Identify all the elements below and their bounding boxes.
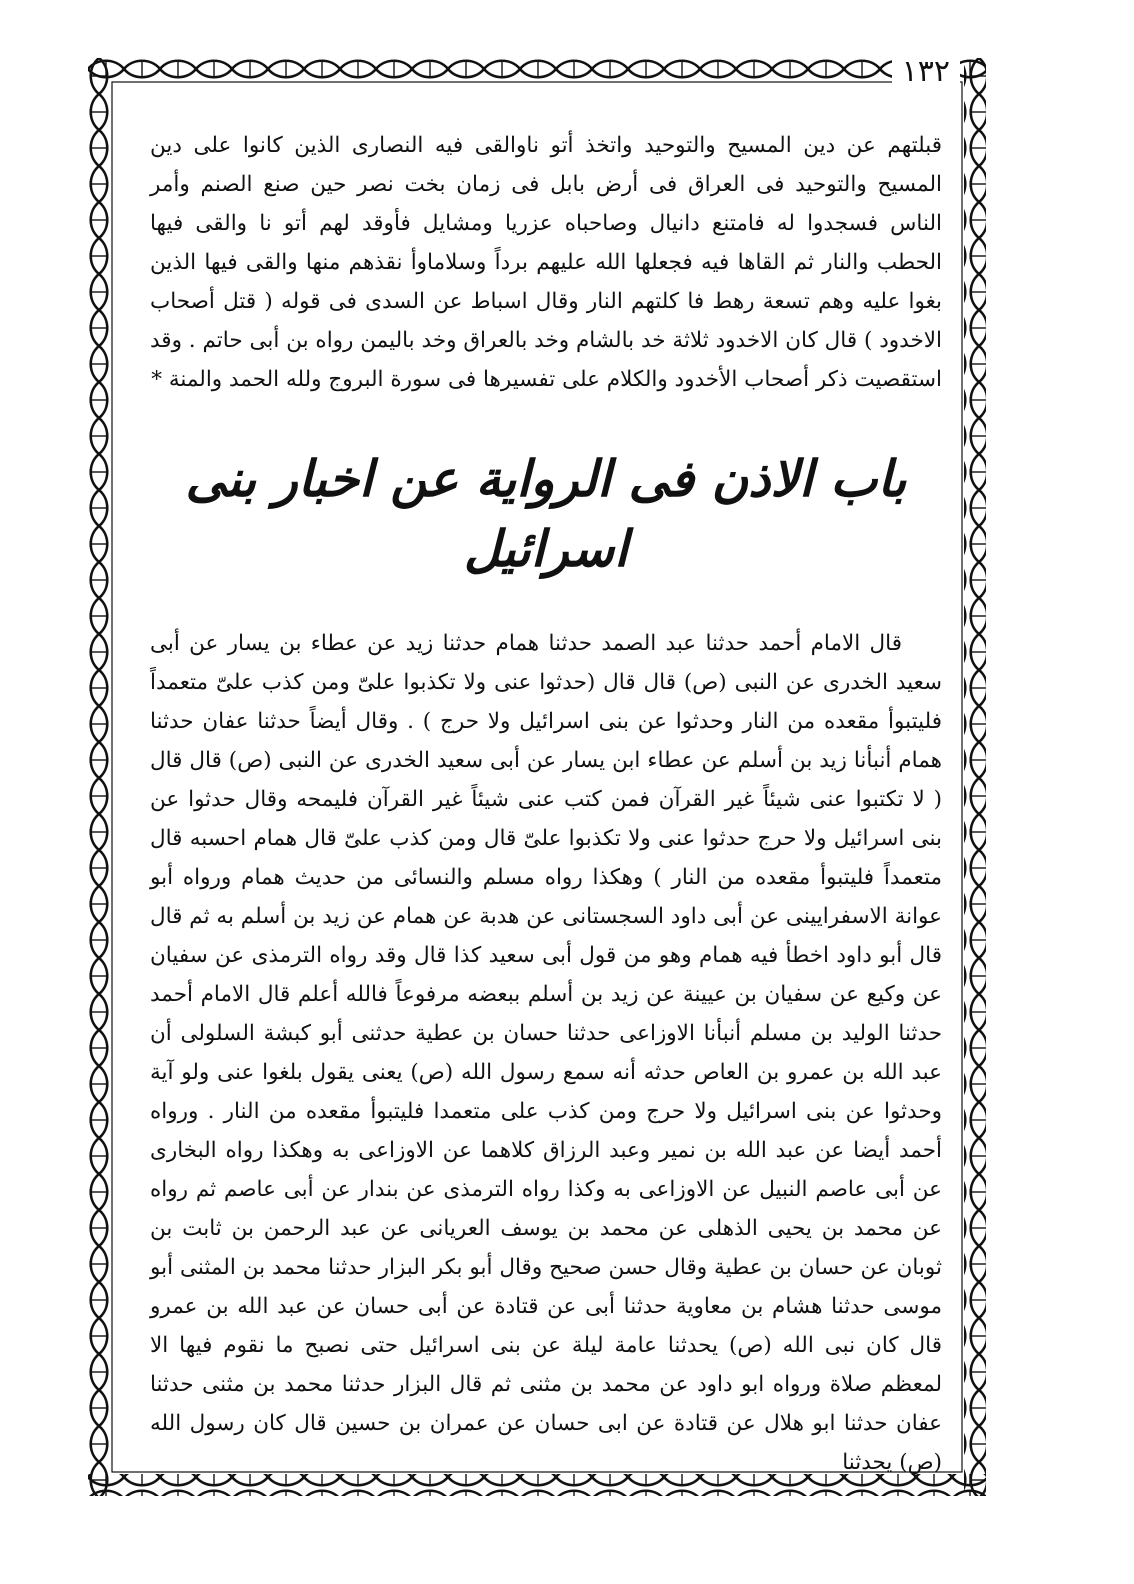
section-heading: باب الاذن فى الرواية عن اخبار بنى اسرائيل [185,449,907,578]
page-number: ١٣٢ [892,56,960,88]
paragraph-2: قال الامام أحمد حدثنا عبد الصمد حدثنا همام حدثنا زيد عن عطاء بن يسار عن أبى سعيد الخدرى عن النبى (ص) قال قال (حدثوا عنى ولا تكذبوا علىّ ومن كذب علىّ متعمداً فليتبوأ مقعده من النار وحدثوا عن بنى اسرائيل ولا حرج ) . وقال أيضاً حدثنا عفان حدثنا همام أنبأنا زيد بن أسلم عن عطاء ابن يسار عن أبى سعيد الخدرى عن النبى (ص) قال قال ( لا تكتبوا عنى شيئاً غير القرآن فمن كتب عنى شيئاً غير القرآن فليمحه وقال حدثوا عن بنى اسرائيل ولا حرج حدثوا عنى ولا تكذبوا علىّ قال ومن كذب علىّ قال همام احسبه قال متعمداً فليتبوأ مقعده من النار ) وهكذا رواه مسلم والنسائى من حديث همام ورواه أبو عوانة الاسفرايينى عن أبى داود السجستانى عن هدبة عن همام عن زيد بن أسلم به ثم قال قال أبو داود اخطأ فيه همام وهو من قول أبى سعيد كذا قال وقد رواه الترمذى عن سفيان عن وكيع عن سفيان بن عيينة عن زيد بن أسلم ببعضه مرفوعاً فالله أعلم قال الامام أحمد حدثنا الوليد بن مسلم أنبأنا الاوزاعى حدثنا حسان بن عطية حدثنى أبو كبشة السلولى أن عبد الله بن عمرو بن العاص حدثه أنه سمع رسول الله (ص) يعنى يقول بلغوا عنى ولو آية وحدثوا عن بنى اسرائيل ولا حرج ومن كذب على متعمدا فليتبوأ مقعده من النار . ورواه أحمد أيضا عن عبد الله بن نمير وعبد الرزاق كلاهما عن الاوزاعى به وهكذا رواه البخارى عن أبى عاصم النبيل عن الاوزاعى به وكذا رواه الترمذى عن بندار عن أبى عاصم ثم رواه عن محمد بن يحيى الذهلى عن محمد بن يوسف العريانى عن عبد الرحمن بن ثابت بن ثوبان عن حسان بن عطية وقال حسن صحيح وقال أبو بكر البزار حدثنا محمد بن المثنى أبو موسى حدثنا هشام بن معاوية حدثنا أبى عن قتادة عن أبى حسان عن عبد الله بن عمرو قال كان نبى الله (ص) يحدثنا عامة ليلة عن بنى اسرائيل حتى نصبح ما نقوم فيها الا لمعظم صلاة ورواه ابو داود عن محمد بن مثنى ثم قال البزار حدثنا محمد بن مثنى حدثنا عفان حدثنا ابو هلال عن قتادة عن ابى حسان عن عمران بن حسين قال كان رسول الله (ص) يحدثنا [150,631,942,1475]
page-frame [88,54,986,1496]
page-content [150,126,942,1475]
paragraph-1: قبلتهم عن دين المسيح والتوحيد واتخذ أتو ناوالقى فيه النصارى الذين كانوا على دين المسيح والتوحيد فى العراق فى أرض بابل فى زمان بخت نصر حين صنع الصنم وأمر الناس فسجدوا له فامتنع دانيال وصاحباه عزريا ومشايل فأوقد لهم أتو نا والقى فيها الحطب والنار ثم القاها فيه فجعلها الله عليهم برداً وسلاماوأ نقذهم منها والقى فيها الذين بغوا عليه وهم تسعة رهط فا كلتهم النار وقال اسباط عن السدى فى قوله ( قتل أصحاب الاخدود ) قال كان الاخدود ثلاثة خد بالشام وخد بالعراق وخد باليمن رواه بن أبى حاتم . وقد استقصيت ذكر أصحاب الأخدود والكلام على تفسيرها فى سورة البروج ولله الحمد والمنة * [150,133,942,392]
